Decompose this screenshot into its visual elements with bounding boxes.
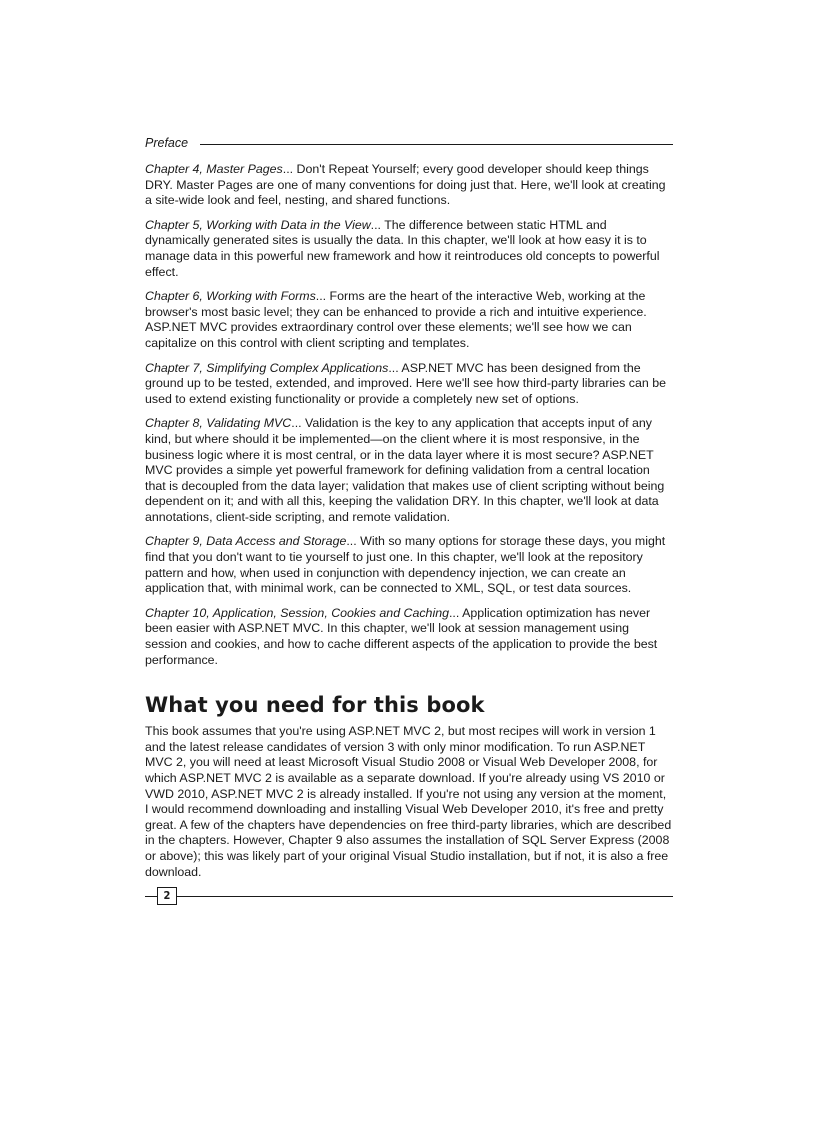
chapter-title: Chapter 6, Working with Forms bbox=[145, 289, 316, 304]
chapter-title: Chapter 8, Validating MVC bbox=[145, 416, 292, 431]
section-heading: What you need for this book bbox=[145, 693, 485, 718]
chapter-title: Chapter 10, Application, Session, Cookies and Caching bbox=[145, 605, 449, 620]
chapter-title: Chapter 5, Working with Data in the View bbox=[145, 217, 371, 232]
page-number: 2 bbox=[157, 887, 177, 905]
footer-rule bbox=[177, 896, 673, 897]
chapter-summary bbox=[145, 416, 673, 525]
header-rule bbox=[200, 144, 673, 145]
chapter-summary bbox=[145, 606, 673, 668]
chapter-title: Chapter 4, Master Pages bbox=[145, 162, 283, 176]
chapter-summary bbox=[145, 289, 673, 351]
chapter-description: ... ASP.NET MVC has been designed from the ground up to be tested, extended, and improved. Here we'll see how third-party libraries can be used to extend existing functionality or provide a completely new set of options. bbox=[145, 360, 667, 406]
chapter-description: ... Don't Repeat Yourself; every good developer should keep things DRY. Master Pages are one of many conventions for doing just that. Here, we'll look at creating a site-wide look and feel, nesting, and shared functions. bbox=[145, 162, 666, 208]
running-header-label: Preface bbox=[145, 136, 189, 150]
chapter-title: Chapter 9, Data Access and Storage bbox=[145, 534, 347, 549]
footer-lead-rule bbox=[145, 896, 157, 897]
chapter-description: ... With so many options for storage these days, you might find that you don't want to tie yourself to just one. In this chapter, we'll look at the repository pattern and how, when used in conjunction with dependency injection, we can create an application that, with minimal work, can be connected to XML, SQL, or test data sources. bbox=[145, 534, 666, 596]
chapter-summary bbox=[145, 218, 673, 280]
book-page bbox=[145, 134, 673, 906]
page-footer bbox=[145, 886, 673, 906]
chapter-list bbox=[145, 162, 673, 668]
section-body: This book assumes that you're using ASP.NET MVC 2, but most recipes will work in version 1 and the latest release candidates of version 3 with only minor modification. To run ASP.NET MVC 2, you will need at least Microsoft Visual Studio 2008 or Visual Web Developer 2008, for which ASP.NET MVC 2 is available as a separate download. If you're already using VS 2010 or VWD 2010, ASP.NET MVC 2 is already installed. If you're not using any version at the moment, I would recommend downloading and installing Visual Web Developer 2010, it's free and pretty great. A few of the chapters have dependencies on free third-party libraries, which are described in the chapters. However, Chapter 9 also assumes the installation of SQL Server Express (2008 or above); this was likely part of your original Visual Studio installation, but if not, it is also a free download. bbox=[145, 724, 672, 879]
chapter-description: ... Validation is the key to any application that accepts input of any kind, but where should it be implemented—on the client where it is most responsive, in the business logic where it is most central, or in the data layer where it is most secure? ASP.NET MVC provides a simple yet powerful framework for defining validation from a central location that is decoupled from the data layer; validation that makes use of client scripting without being dependent on it; and with all this, keeping the validation DRY. In this chapter, we'll look at data annotations, client-side scripting, and remote validation. bbox=[145, 416, 665, 524]
chapter-summary bbox=[145, 361, 673, 408]
running-header bbox=[145, 134, 673, 152]
chapter-description: ... The difference between static HTML and dynamically generated sites is usually the data. In this chapter, we'll look at how easy it is to manage data in this powerful new framework and how it reintroduces old concepts to powerful effect. bbox=[145, 217, 660, 279]
chapter-description: ... Forms are the heart of the interactive Web, working at the browser's most basic level; they can be enhanced to provide a rich and intuitive experience. ASP.NET MVC provides extraordinary control over these elements; we'll see how we can capitalize on this control with client scripting and templates. bbox=[145, 289, 647, 350]
chapter-summary bbox=[145, 534, 673, 596]
chapter-title: Chapter 7, Simplifying Complex Applications bbox=[145, 360, 389, 375]
chapter-description: ... Application optimization has never been easier with ASP.NET MVC. In this chapter, we'll look at session management using session and cookies, and how to cache different aspects of the application to provide the best performance. bbox=[145, 605, 658, 667]
chapter-summary bbox=[145, 162, 673, 209]
